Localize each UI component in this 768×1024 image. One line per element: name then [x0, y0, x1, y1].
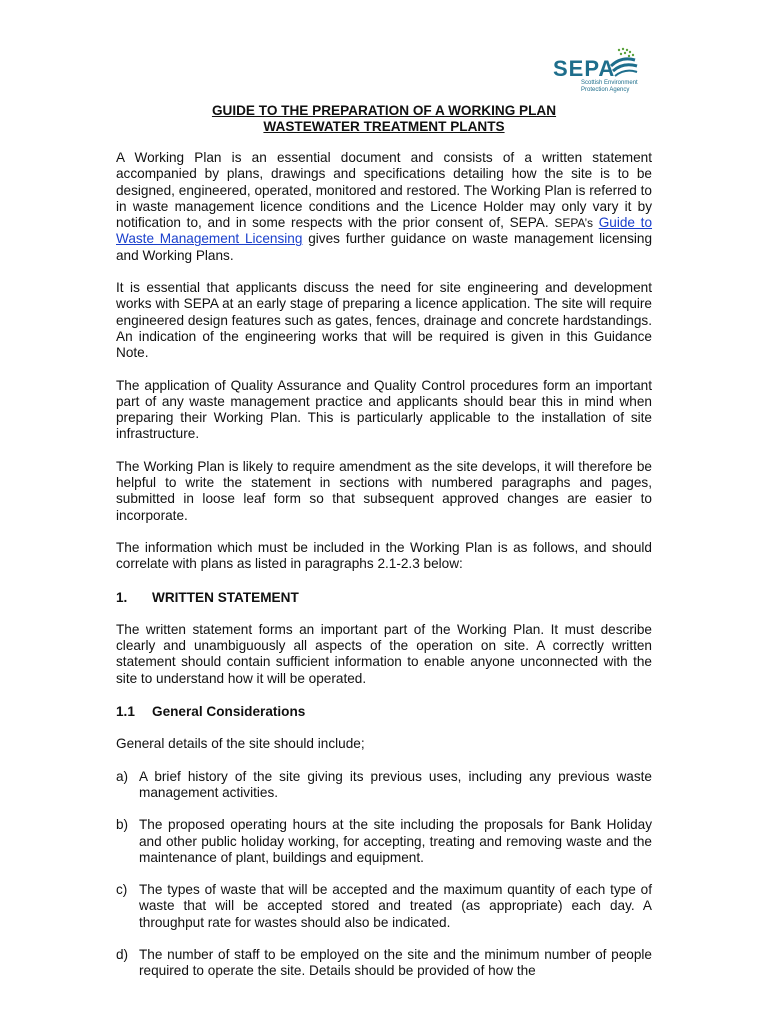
list-item-text: The types of waste that will be accepted and the maximum quantity of each type of waste that will be accepted stored and treated (as appropriate) each day. A throughput rate for wastes should also be indicated. — [139, 882, 652, 930]
intro-p1-sepas: SEPA’s — [554, 216, 593, 231]
document-title-line1: GUIDE TO THE PREPARATION OF A WORKING PLAN — [211, 103, 557, 118]
intro-p1-tail: gives further guidance on waste management licensing and Working Plans. — [116, 231, 653, 263]
list-item-text: The number of staff to be employed on the site and the minimum number of people required to operate the site. Details should be provided of how the — [139, 946, 652, 979]
intro-paragraph-4: The Working Plan is likely to require amendment as the site develops, it will therefore be helpful to write the statement in sections with numbered paragraphs and pages, submitted in loose leaf form so that subsequent approved changes are easier to incorporate. — [116, 458, 652, 523]
intro-p1-text: A Working Plan is an essential document and consists of a written statement accompanied by plans, drawings and specifications detailing how the site is to be designed, engineered, operated, monitored and restored. The Working Plan is referred to in waste management licence conditions and the Licence Holder may only vary it by notification to, and in some respects with the prior consent of, SEPA. — [116, 150, 652, 231]
document-body — [116, 103, 652, 980]
list-item-label: b) — [116, 817, 129, 833]
section-1-1-title: General Considerations — [152, 704, 306, 720]
guide-link[interactable]: Guide to Waste Management Licensing — [116, 215, 653, 247]
intro-paragraph-5: The information which must be included in the Working Plan is as follows, and should correlate with plans as listed in paragraphs 2.1-2.3 below: — [116, 539, 652, 572]
section-1-body: The written statement forms an important part of the Working Plan. It must describe clearly and unambiguously all aspects of the operation on site. A correctly written statement should contain sufficient information to enable anyone unconnected with the site to understand how it will be operated. — [116, 621, 652, 686]
intro-paragraph-1 — [116, 150, 652, 264]
intro-paragraph-2: It is essential that applicants discuss the need for site engineering and development works with SEPA at an early stage of preparing a licence application. The site will require engineered design features such as gates, fences, drainage and concrete hardstandings. An indication of the engineering works that will be required is given in this Guidance Note. — [116, 280, 652, 361]
list-item-label: a) — [116, 768, 129, 784]
list-item — [116, 817, 652, 866]
logo-subtitle-line1: Scottish Environment — [581, 80, 638, 86]
list-item-text: The proposed operating hours at the site including the proposals for Bank Holiday and other public holiday working, for accepting, treating and removing waste and the maintenance of plant, buildings and equipment. — [139, 817, 652, 865]
list-item — [116, 769, 652, 802]
list-item — [116, 882, 652, 931]
list-item — [116, 947, 652, 980]
document-title-line2: WASTEWATER TREATMENT PLANTS — [263, 118, 505, 134]
logo-subtitle-line2: Protection Agency — [581, 87, 630, 93]
sepa-logo — [553, 46, 639, 102]
logo-subtitle — [581, 80, 641, 94]
list-item-label: d) — [116, 946, 129, 962]
list-item-text: A brief history of the site giving its previous uses, including any previous waste management activities. — [139, 768, 652, 800]
section-1-1-number: 1.1 — [116, 704, 135, 720]
list-item-label: c) — [116, 882, 128, 898]
intro-paragraph-3: The application of Quality Assurance and Quality Control procedures form an important part of any waste management practice and applicants should bear this in mind when preparing their Working Plan. This is particularly applicable to the installation of site infrastructure. — [116, 377, 652, 442]
section-1-1-heading — [116, 704, 652, 720]
logo-wordmark: SEPA — [553, 56, 616, 81]
section-1-heading — [116, 590, 652, 606]
section-1-title: WRITTEN STATEMENT — [152, 589, 299, 605]
section-1-1-intro: General details of the site should include; — [116, 736, 365, 752]
section-1-number: 1. — [116, 589, 128, 605]
